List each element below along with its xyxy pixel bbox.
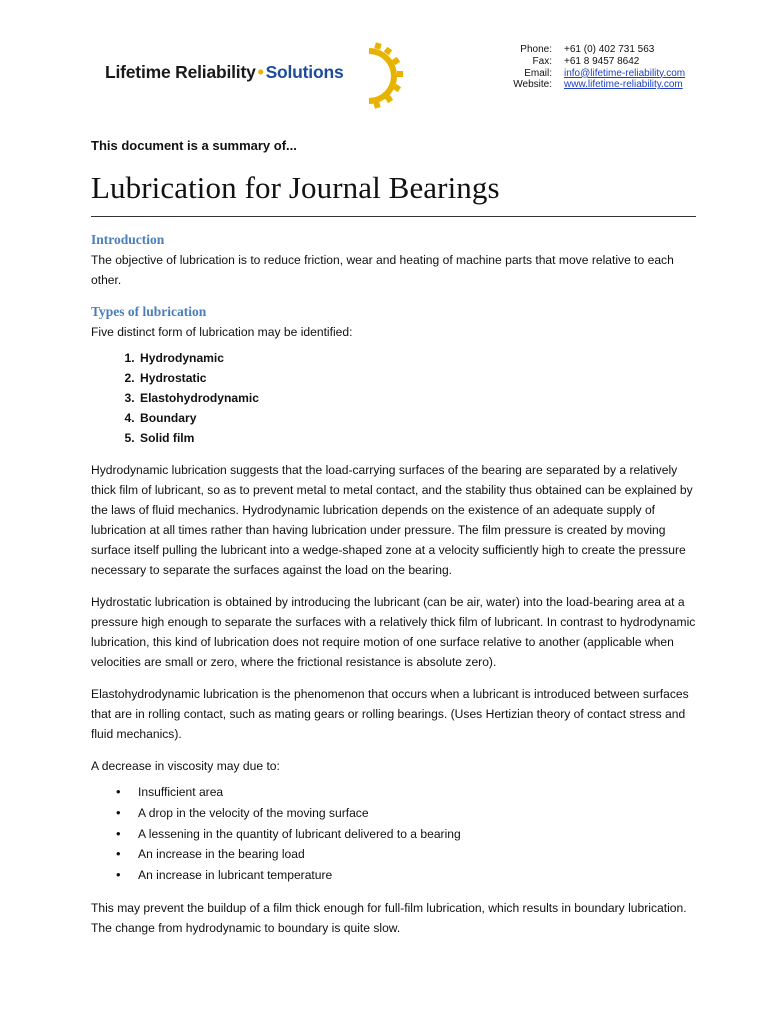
- company-logo: [103, 42, 408, 110]
- contact-row-website: [470, 79, 685, 91]
- section-heading-introduction: Introduction: [91, 232, 165, 247]
- list-item: • A drop in the velocity of the moving surface: [138, 803, 701, 824]
- elastohydrodynamic-paragraph: Elastohydrodynamic lubrication is the phenomenon that occurs when a lubricant is introduced between surfaces that are in rolling contact, such as mating gears or rolling bearings. (Uses Hertizian theory of contact stress and fluid mechanics).: [91, 687, 689, 741]
- list-item: 1. Hydrodynamic: [138, 348, 701, 368]
- hydrostatic-paragraph: Hydrostatic lubrication is obtained by introducing the lubricant (can be air, water) into the load-bearing area at a pressure high enough to separate the surfaces with a relatively thick film of lubricant. In contrast to hydrodynamic lubrication, this kind of lubrication does not require motion of one surface relative to another (applicable when velocities are small or zero, where the frictional resistance is absolute zero).: [91, 595, 696, 669]
- closing-paragraph: This may prevent the buildup of a film thick enough for full-film lubrication, which results in boundary lubrication. The change from hydrodynamic to boundary is quite slow.: [91, 900, 687, 935]
- contact-info: [470, 44, 685, 91]
- viscosity-intro: A decrease in viscosity may due to:: [91, 759, 280, 773]
- list-item: 3. Elastohydrodynamic: [138, 388, 701, 408]
- contact-label: Fax:: [532, 55, 552, 67]
- list-item: • A lessening in the quantity of lubricant delivered to a bearing: [138, 824, 701, 845]
- intro-paragraph: The objective of lubrication is to reduce friction, wear and heating of machine parts that move relative to each other.: [91, 253, 674, 287]
- list-item: • An increase in lubricant temperature: [138, 865, 701, 886]
- section-heading-types: Types of lubrication: [91, 304, 207, 319]
- list-item: 4. Boundary: [138, 408, 701, 428]
- contact-value: +61 8 9457 8642: [564, 55, 640, 67]
- contact-label: Website:: [513, 79, 552, 91]
- title-divider: [91, 216, 696, 217]
- contact-row-fax: [470, 56, 685, 68]
- contact-value: +61 (0) 402 731 563: [564, 44, 655, 55]
- viscosity-causes-list: [91, 782, 701, 886]
- gear-icon: [333, 42, 405, 110]
- contact-row-email: [470, 68, 685, 80]
- list-item: • An increase in the bearing load: [138, 844, 701, 865]
- contact-label: Phone:: [520, 44, 552, 55]
- document-body: [91, 230, 701, 938]
- document-title: Lubrication for Journal Bearings: [91, 170, 500, 205]
- list-item: • Insufficient area: [138, 782, 701, 803]
- logo-brand-part2: Solutions: [265, 62, 344, 82]
- contact-row-phone: [470, 44, 685, 56]
- logo-separator: •: [257, 62, 264, 82]
- list-item: 2. Hydrostatic: [138, 368, 701, 388]
- hydrodynamic-paragraph: Hydrodynamic lubrication suggests that the load-carrying surfaces of the bearing are separated by a relatively thick film of lubricant, so as to prevent metal to metal contact, and the stability thus obtained can be explained by the laws of fluid mechanics. Hydrodynamic lubrication depends on the existence of an adequate supply of lubrication at all times rather than having lubrication under pressure. The film pressure is created by moving surface itself pulling the lubricant into a wedge-shaped zone at a velocity sufficiently high to create the pressure necessary to separate the surfaces against the load on the bearing.: [91, 463, 693, 577]
- contact-label: Email:: [524, 67, 552, 79]
- summary-line: This document is a summary of...: [91, 138, 297, 153]
- types-intro: Five distinct form of lubrication may be identified:: [91, 325, 353, 339]
- email-link[interactable]: info@lifetime-reliability.com: [564, 67, 686, 79]
- logo-wordmark: [105, 62, 343, 83]
- list-item: 5. Solid film: [138, 428, 701, 448]
- website-link[interactable]: www.lifetime-reliability.com: [564, 79, 683, 91]
- logo-brand-part1: Lifetime Reliability: [105, 62, 256, 82]
- types-list: [91, 348, 701, 448]
